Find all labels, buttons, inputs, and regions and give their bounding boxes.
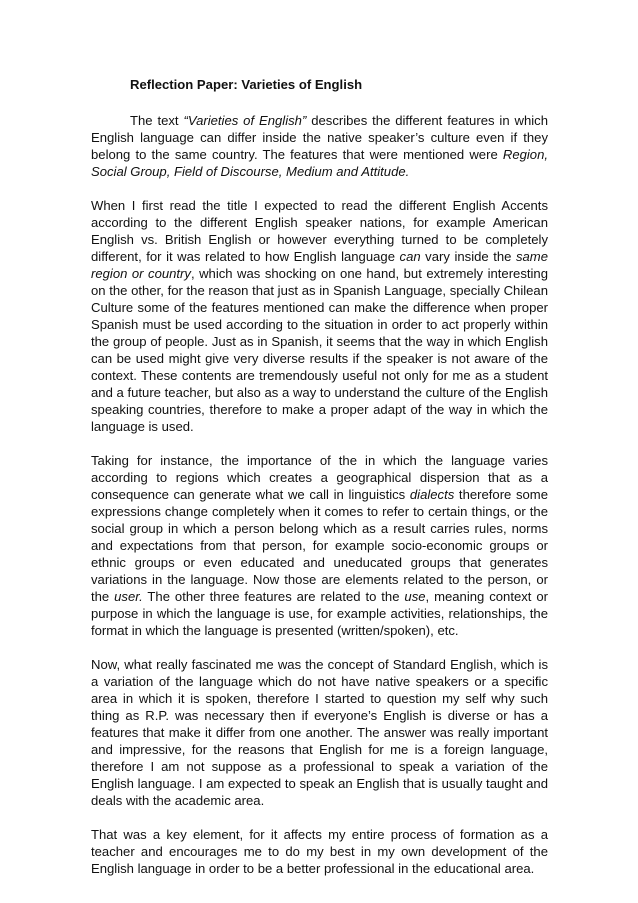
- paragraph: [91, 112, 548, 180]
- paragraph: [91, 826, 548, 877]
- italic-text: user.: [114, 589, 143, 604]
- text-run: Now, what really fascinated me was the concept of Standard English, which is a variation of the language which do not have native speakers or a specific area in which it is spoken, therefore I started to question my self why such thing as R.P. was necessary then if everyone’s English is diverse or has a features that make it differ from one another. The answer was really important and impressive, for the reasons that English for me is a foreign language, therefore I am not suppose as a professional to speak a variation of the English language. I am expected to speak an English that is usually taught and deals with the academic area.: [91, 657, 548, 808]
- document-body: [91, 112, 548, 877]
- italic-text: Region, Social Group, Field of Discourse, Medium and Attitude.: [91, 147, 548, 179]
- text-run: The other three features are related to the: [142, 589, 405, 604]
- italic-text: can: [399, 249, 421, 264]
- italic-text: dialects: [409, 487, 455, 502]
- text-run: describes the different features in which English language can differ inside the native speaker’s culture even if they belong to the same country. The features that were mentioned were: [91, 113, 548, 162]
- text-run: , meaning context or purpose in which the language is use, for example activities, relationships, the format in which the language is presented (written/spoken), etc.: [91, 589, 549, 638]
- italic-text: same region or country: [91, 249, 548, 281]
- paragraph: [91, 452, 548, 639]
- text-run: therefore some expressions change completely when it comes to refer to certain things, or the social group in which a person belong which as a result carries rules, norms and expectations from that person, for example socio-economic groups or ethnic groups or even educated and uneducated groups that generates variations in the language. Now those are elements related to the person, or the: [91, 487, 548, 604]
- italic-text: use: [404, 589, 426, 604]
- italic-text: “Varieties of English”: [183, 113, 307, 128]
- document-page: [91, 64, 548, 894]
- text-run: Taking for instance, the importance of the in which the language varies according to regions which creates a geographical dispersion that as a consequence can generate what we call in linguistics: [91, 453, 548, 502]
- text-run: The text: [130, 113, 184, 128]
- paragraph: [91, 197, 548, 435]
- text-run: When I first read the title I expected to read the different English Accents according to the different English speaker nations, for example American English vs. British English or however everything turned to be completely different, for it was related to how English language: [91, 198, 548, 264]
- document-title: Reflection Paper: Varieties of English: [130, 77, 363, 92]
- text-run: , which was shocking on one hand, but extremely interesting on the other, for the reason that just as in Spanish Language, specially Chilean Culture some of the features mentioned can make the difference when proper Spanish must be used according to the situation in order to act properly within the group of people. Just as in Spanish, it seems that the way in which English can be used might give very diverse results if the speaker is not aware of the context. These contents are tremendously useful not only for me as a student and a future teacher, but also as a way to understand the culture of the English speaking countries, therefore to make a proper adapt of the way in which the language is used.: [91, 266, 548, 434]
- text-run: That was a key element, for it affects my entire process of formation as a teacher and encourages me to do my best in my own development of the English language in order to be a better professional in the educational area.: [91, 827, 548, 876]
- paragraph: [91, 656, 548, 809]
- text-run: vary inside the: [420, 249, 516, 264]
